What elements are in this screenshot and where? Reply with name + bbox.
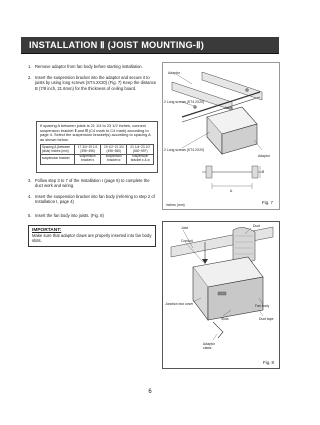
important-text: Make sure that adaptor claws are properly inserted into fan body slots.	[32, 233, 152, 243]
adaptor-claws-label: Adaptor claws	[203, 342, 215, 350]
important-box	[28, 225, 156, 247]
spacing-note-text: If spacing A between joists is 21 1/4 to 23 1/2 inches, connect suspension bracket Ⅱ and Ⅲ (C4 mark to C4 mark) according to page 4. Select the suspension bracket(s) according to spacing A as shown below.	[40, 123, 151, 142]
table-row	[41, 145, 154, 155]
figure-8	[162, 221, 280, 369]
step-text: Insert the suspension bracket into fan body (referring to step 2 of Installation Ⅰ, page 4)	[35, 194, 155, 205]
step-text: Insert the suspension bracket into the adaptor and secure it to joists by using long screws (ST4.2X20) (Fig. 7) Keep the distance B (7/8 inch, 21.6mm) for the thickness of ceiling board.	[35, 75, 157, 91]
table-cell: suspension bracket Ⅲ	[101, 154, 127, 164]
step-text: Remove adaptor from fan body before starting installation.	[35, 64, 143, 69]
table-row	[41, 154, 154, 164]
step-text: Follow step 3 to 7 of the Installation Ⅰ (page 5) to complete the duct work and wiring.	[35, 178, 150, 189]
fan-body-label: Fan body	[255, 304, 270, 308]
step-4	[28, 194, 158, 204]
joist-label: Joist	[181, 226, 188, 230]
section-header	[21, 37, 279, 54]
table-cell: 19 1/2~21 3/4 (496~550)	[101, 145, 127, 155]
dimension-a-label: A	[230, 189, 233, 193]
step-text: Insert the fan body into joists. (Fig. 8)	[35, 213, 104, 218]
step-number: 1.	[28, 64, 32, 69]
step-1	[28, 64, 158, 69]
table-cell: suspension bracket	[41, 154, 75, 164]
units-label: inches (mm)	[166, 203, 185, 207]
step-5	[28, 213, 158, 218]
spacing-note	[36, 121, 158, 173]
junction-box-cover-label: Junction box cover	[165, 302, 194, 306]
figure-7	[162, 62, 280, 210]
steps-list	[28, 64, 158, 95]
spacing-table	[40, 144, 154, 164]
table-cell: 17 3/4~19 1/2 (396~496)	[74, 145, 100, 155]
step-3	[28, 178, 158, 188]
page-number: 6	[148, 389, 152, 395]
conduit-label: Conduit	[181, 239, 193, 243]
figure-7-label: Fig. 7	[262, 200, 273, 205]
dimension-b-label: B	[262, 170, 265, 174]
step-number: 2.	[28, 75, 32, 81]
step-number: 3.	[28, 178, 32, 183]
long-screws-label-1: 2 Long screws (ST4.2X20)	[164, 100, 205, 104]
table-cell: suspension bracket Ⅱ	[74, 154, 100, 164]
figure-7-illustration	[162, 62, 280, 210]
important-title: IMPORTANT:	[32, 228, 62, 233]
step-number: 5.	[28, 213, 32, 218]
table-cell: suspension bracket Ⅱ & Ⅲ	[127, 154, 154, 164]
long-screws-label-2: 2 Long screws (ST4.2X20)	[164, 148, 205, 152]
adaptor-label-2: Adaptor	[258, 154, 270, 158]
table-cell: 21 1/4~23 1/2 (540~597)	[127, 145, 154, 155]
duct-label: Duct	[253, 224, 260, 228]
step-2	[28, 75, 158, 91]
table-cell: Spacing A (between joists) inches (mm)	[41, 145, 75, 155]
step-number: 4.	[28, 194, 32, 199]
joists-label: Joists	[224, 106, 233, 110]
adaptor-label: Adaptor	[168, 71, 180, 75]
figure-8-label: Fig. 8	[263, 360, 274, 365]
section-title: INSTALLATION Ⅱ (JOIST MOUNTING-Ⅱ)	[29, 39, 205, 50]
duct-tape-label: Duct tape	[259, 317, 274, 321]
slots-label: Slots	[221, 317, 229, 321]
